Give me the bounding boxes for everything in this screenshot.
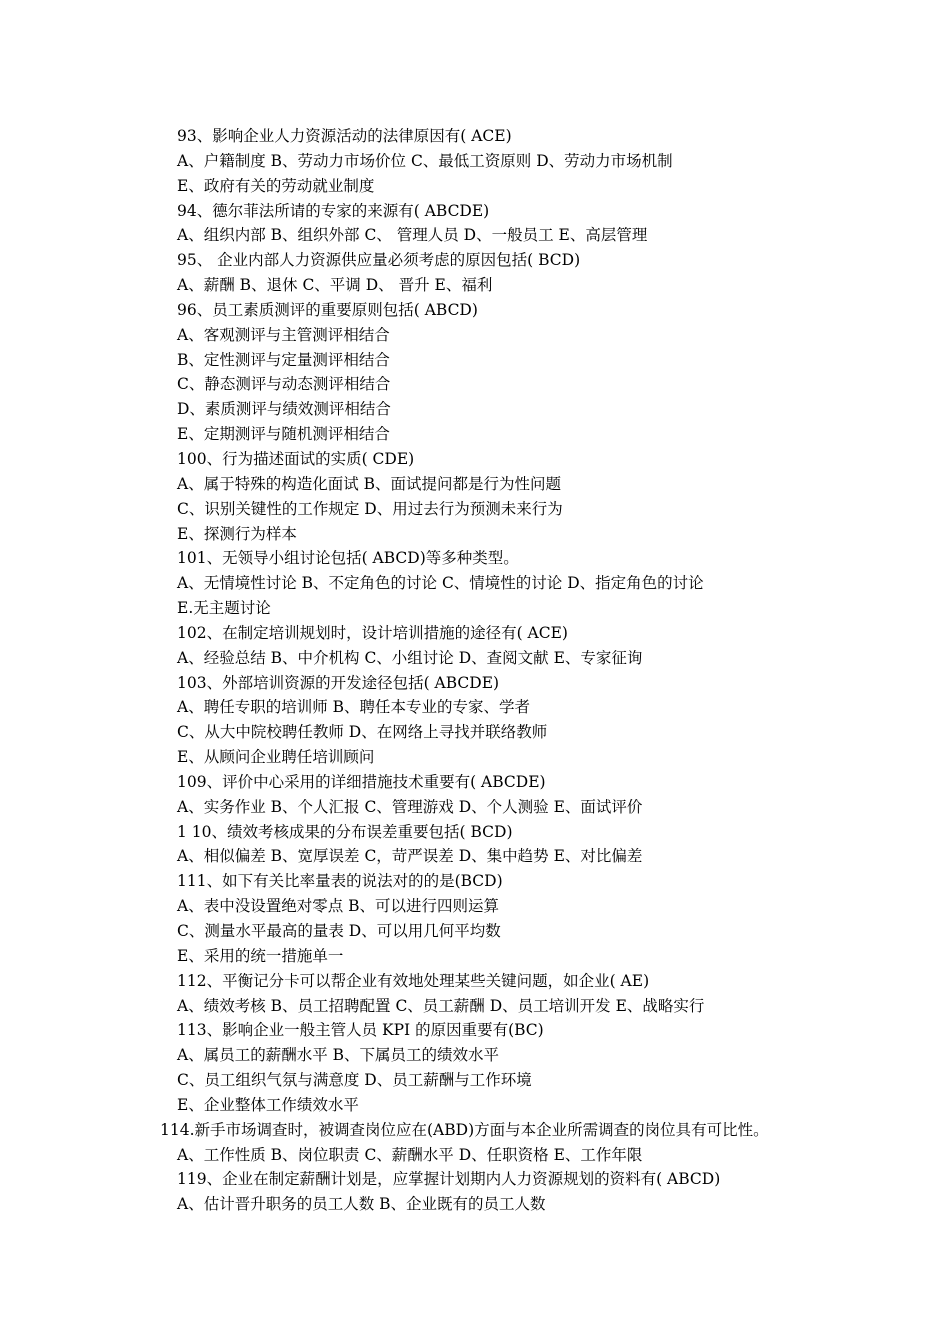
question-96-option-c: C、静态测评与动态测评相结合 [177, 375, 391, 394]
question-113-options-c-d: C、员工组织气氛与满意度 D、员工薪酬与工作环境 [177, 1071, 532, 1090]
question-100-options-c-d: C、识别关键性的工作规定 D、用过去行为预测未来行为 [177, 499, 563, 518]
question-100-option-e: E、探测行为样本 [177, 524, 297, 543]
question-103-option-e: E、从顾问企业聘任培训顾问 [177, 748, 375, 767]
question-113-option-e: E、企业整体工作绩效水平 [177, 1095, 359, 1114]
question-96-option-a: A、客观测评与主管测评相结合 [177, 325, 390, 344]
question-95-options: A、薪酬 B、退休 C、平调 D、 晋升 E、福利 [177, 276, 493, 295]
question-101-option-e: E.无主题讨论 [177, 599, 271, 618]
question-113: 113、影响企业一般主管人员 KPI 的原因重要有(BC) [177, 1021, 544, 1040]
question-119: 119、企业在制定薪酬计划是，应掌握计划期内人力资源规划的资料有( ABCD) [177, 1170, 721, 1189]
question-110: 1 10、绩效考核成果的分布误差重要包括( BCD) [177, 822, 513, 841]
document-body [0, 124, 950, 1217]
question-111: 111、如下有关比率量表的说法对的的是(BCD) [177, 872, 503, 891]
question-112: 112、平衡记分卡可以帮企业有效地处理某些关键问题，如企业( AE) [177, 971, 650, 990]
question-101-options-a-d: A、无情境性讨论 B、不定角色的讨论 C、情境性的讨论 D、指定角色的讨论 [177, 574, 704, 593]
question-93-options-a-d: A、户籍制度 B、劳动力市场价位 C、最低工资原则 D、劳动力市场机制 [177, 151, 673, 170]
question-103-options-c-d: C、从大中院校聘任教师 D、在网络上寻找并联络教师 [177, 723, 548, 742]
question-94-options: A、组织内部 B、组织外部 C、 管理人员 D、一般员工 E、高层管理 [177, 226, 648, 245]
question-100: 100、行为描述面试的实质( CDE) [177, 449, 415, 468]
question-103: 103、外部培训资源的开发途径包括( ABCDE) [177, 673, 500, 692]
question-94: 94、德尔菲法所请的专家的来源有( ABCDE) [177, 201, 490, 220]
question-112-options: A、绩效考核 B、员工招聘配置 C、员工薪酬 D、员工培训开发 E、战略实行 [177, 996, 705, 1015]
question-102-options: A、经验总结 B、中介机构 C、小组讨论 D、查阅文献 E、专家征询 [177, 648, 643, 667]
question-95: 95、 企业内部人力资源供应量必须考虑的原因包括( BCD) [177, 251, 581, 270]
question-93-option-e: E、政府有关的劳动就业制度 [177, 176, 375, 195]
question-96-option-e: E、定期测评与随机测评相结合 [177, 425, 390, 444]
question-111-options-a-b: A、表中没设置绝对零点 B、可以进行四则运算 [177, 897, 500, 916]
question-114-options: A、工作性质 B、岗位职责 C、薪酬水平 D、任职资格 E、工作年限 [177, 1145, 643, 1164]
question-109-options: A、实务作业 B、个人汇报 C、管理游戏 D、个人测验 E、面试评价 [177, 797, 643, 816]
question-96-option-d: D、素质测评与绩效测评相结合 [177, 400, 391, 419]
question-102: 102、在制定培训规划时，设计培训措施的途径有( ACE) [177, 623, 568, 642]
question-101: 101、无领导小组讨论包括( ABCD)等多种类型。 [177, 549, 519, 568]
question-113-options-a-b: A、属员工的薪酬水平 B、下属员工的绩效水平 [177, 1046, 500, 1065]
question-119-options-a-b: A、估计晋升职务的员工人数 B、企业既有的员工人数 [177, 1195, 546, 1214]
question-114: 114.新手市场调查时，被调查岗位应在(ABD)方面与本企业所需调查的岗位具有可比性。 [160, 1120, 769, 1139]
question-100-options-a-b: A、属于特殊的构造化面试 B、面试提问都是行为性问题 [177, 474, 562, 493]
question-111-option-e: E、采用的统一措施单一 [177, 946, 344, 965]
question-111-options-c-d: C、测量水平最高的量表 D、可以用几何平均数 [177, 922, 501, 940]
question-96: 96、员工素质测评的重要原则包括( ABCD) [177, 300, 478, 319]
question-103-options-a-b: A、聘任专职的培训师 B、聘任本专业的专家、学者 [177, 698, 531, 717]
question-96-option-b: B、定性测评与定量测评相结合 [177, 350, 390, 369]
question-109: 109、评价中心采用的详细措施技术重要有( ABCDE) [177, 772, 546, 791]
question-93: 93、影响企业人力资源活动的法律原因有( ACE) [177, 127, 512, 145]
question-110-options: A、相似偏差 B、宽厚误差 C，苛严误差 D、集中趋势 E、对比偏差 [177, 847, 643, 866]
